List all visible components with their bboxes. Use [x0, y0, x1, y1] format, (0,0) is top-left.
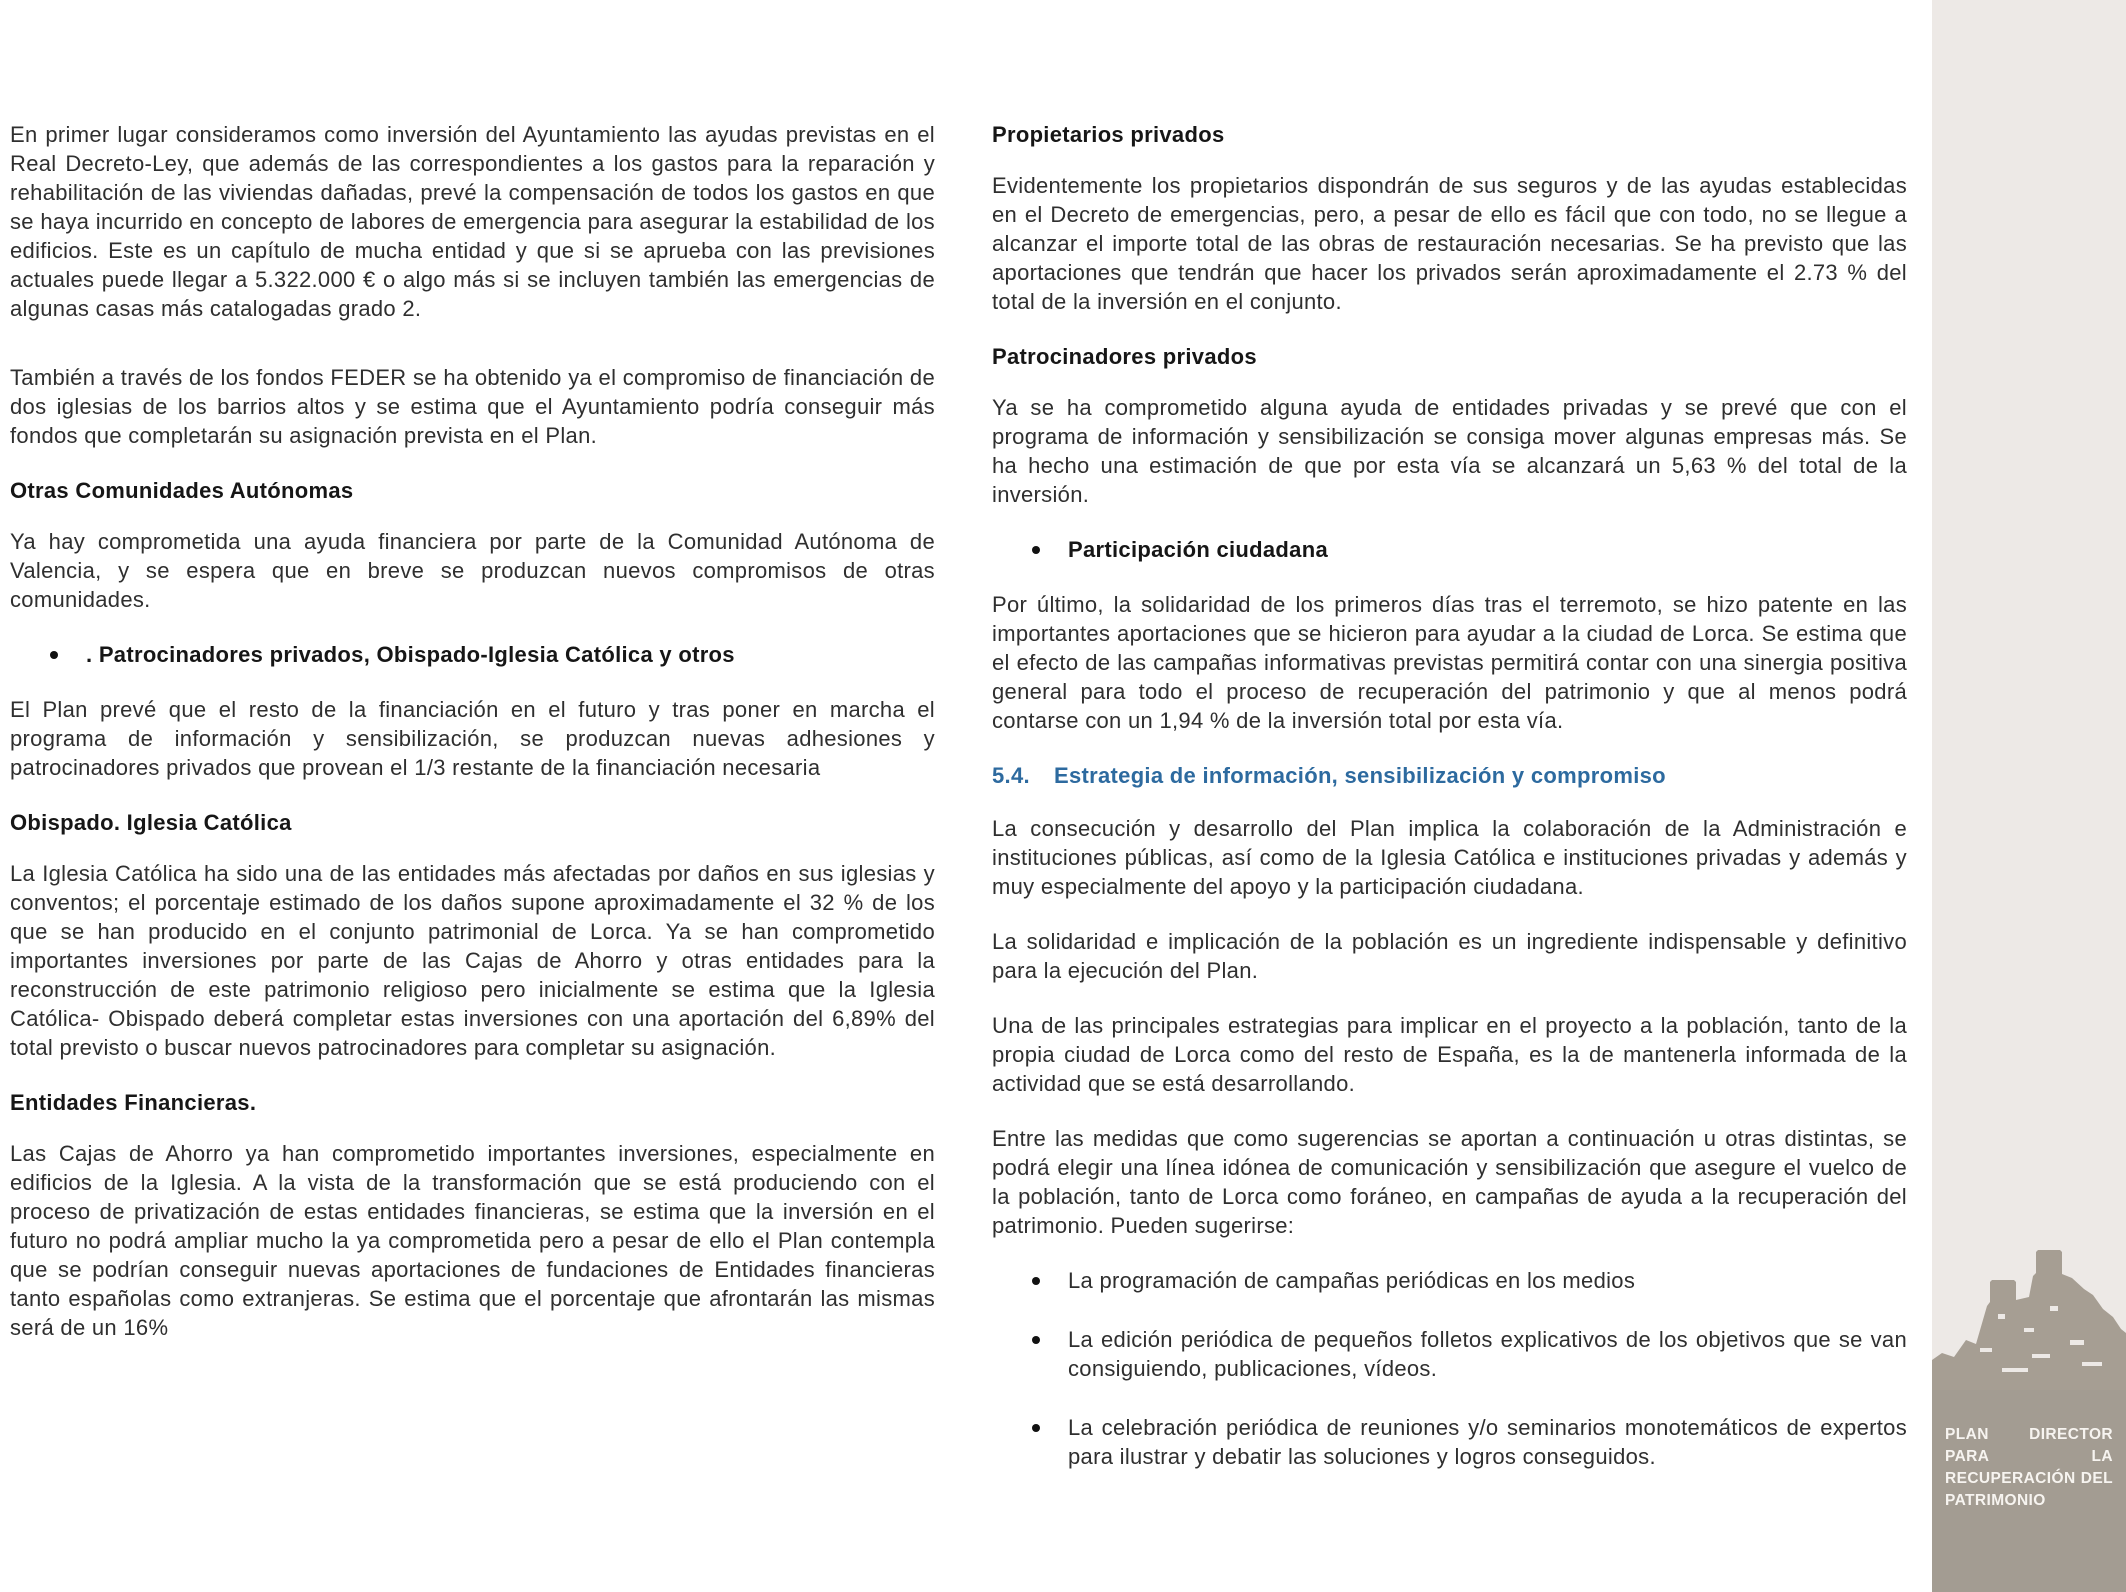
heading-propietarios-privados: Propietarios privados [992, 122, 1225, 147]
heading-estrategia-54 [992, 761, 1907, 790]
bullet-campanas-medios [992, 1266, 1907, 1295]
left-paragraph-valencia: Ya hay comprometida una ayuda financiera por parte de la Comunidad Autónoma de Valencia, y se espera que en breve se produzcan nuevos compromisos de otras comunidades. [10, 529, 935, 612]
right-paragraph-patrocinadores: Ya se ha comprometido alguna ayuda de entidades privadas y se prevé que con el programa de información y sensibilización se consiga mover algunas empresas más. Se ha hecho una estimación de que por esta vía se alcanzará un 5,63 % del total de la inversión. [992, 395, 1907, 507]
right-column [992, 120, 1907, 1501]
bullet-label: Participación ciudadana [1068, 537, 1328, 562]
heading-obispado-iglesia: Obispado. Iglesia Católica [10, 810, 292, 835]
right-paragraph-estrategias: Una de las principales estrategias para implicar en el proyecto a la población, tanto de la propia ciudad de Lorca como del resto de España, es la de mantenerla informada de la actividad que se está desarrollando. [992, 1013, 1907, 1096]
heading-entidades-financieras: Entidades Financieras. [10, 1090, 257, 1115]
lorca-castle-silhouette-icon [1932, 1236, 2126, 1392]
right-paragraph-consecucion: La consecución y desarrollo del Plan implica la colaboración de la Administración e instituciones públicas, así como de la Iglesia Católica e instituciones privadas y además y muy especialmente del apoyo y la participación ciudadana. [992, 816, 1907, 899]
right-paragraph-solidaridad: Por último, la solidaridad de los primeros días tras el terremoto, se hizo patente en las importantes aportaciones que se hicieron para ayudar a la ciudad de Lorca. Se estima que el efecto de las campañas informativas previstas permitirá contar con una sinergia positiva general para todo el proceso de recuperación del patrimonio y que al menos podrá contarse con un 1,94 % de la inversión total por esta vía. [992, 592, 1907, 733]
bullet-label: La edición periódica de pequeños folletos explicativos de los objetivos que se van consiguiendo, publicaciones, vídeos. [1068, 1327, 1907, 1381]
section-title: Estrategia de información, sensibilización y compromiso [1054, 763, 1666, 788]
sidebar [1932, 0, 2126, 1592]
bullet-dot-icon [1032, 1336, 1040, 1344]
bullet-dot-icon [1032, 1424, 1040, 1432]
left-paragraph-cajas-ahorro: Las Cajas de Ahorro ya han comprometido importantes inversiones, especialmente en edificios de la Iglesia. A la vista de la transformación que se está produciendo con el proceso de privatización de estas entidades financieras, se estima que la inversión en el futuro no podrá ampliar mucho la ya comprometida pero a pesar de ello el Plan contempla que se podrían conseguir nuevas aportaciones de fundaciones de Entidades financieras tanto españolas como extranjeras. Se estima que el porcentaje que afrontarán las mismas será de un 16% [10, 1141, 935, 1340]
suggestions-list [992, 1266, 1907, 1471]
section-number: 5.4. [992, 763, 1030, 788]
left-paragraph-ayuntamiento: En primer lugar consideramos como inversión del Ayuntamiento las ayudas previstas en el Real Decreto-Ley, que además de las correspondientes a los gastos para la reparación y rehabilitación de las viviendas dañadas, prevé la compensación de todos los gastos en que se haya incurrido en concepto de labores de emergencia para asegurar la estabilidad de los edificios. Este es un capítulo de mucha entidad y que si se aprueba con las previsiones actuales puede llegar a 5.322.000 € o algo más si se incluyen también las emergencias de algunas casas más catalogadas grado 2. [10, 122, 935, 321]
sidebar-footer-line: PARA LA [1945, 1448, 2113, 1465]
right-paragraph-medidas: Entre las medidas que como sugerencias se aportan a continuación u otras distintas, se podrá elegir una línea idónea de comunicación y sensibilización que asegure el vuelco de la población, tanto de Lorca como foráneo, en campañas de ayuda a la recuperación del patrimonio. Pueden sugerirse: [992, 1126, 1907, 1238]
left-column [10, 120, 935, 1368]
bullet-dot-icon [50, 651, 58, 659]
left-paragraph-iglesia-catolica: La Iglesia Católica ha sido una de las entidades más afectadas por daños en sus iglesias y conventos; el porcentaje estimado de los daños supone aproximadamente el 32 % de los que se han producido en el conjunto patrimonial de Lorca. Ya se han comprometido importantes inversiones por parte de las Cajas de Ahorro y otras entidades para la reconstrucción de este patrimonio religioso pero inicialmente se estima que la Iglesia Católica- Obispado deberá completar estas inversiones con una aportación del 6,89% del total previsto o buscar nuevos patrocinadores para completar su asignación. [10, 861, 935, 1060]
bullet-celebracion-reuniones [992, 1413, 1907, 1471]
bullet-label: La celebración periódica de reuniones y/o seminarios monotemáticos de expertos para ilustrar y debatir las soluciones y logros conseguidos. [1068, 1415, 1907, 1469]
left-paragraph-feder: También a través de los fondos FEDER se ha obtenido ya el compromiso de financiación de dos iglesias de los barrios altos y se estima que el Ayuntamiento podría conseguir más fondos que completarán su asignación prevista en el Plan. [10, 365, 935, 448]
right-paragraph-implicacion: La solidaridad e implicación de la población es un ingrediente indispensable y definitivo para la ejecución del Plan. [992, 929, 1907, 983]
right-paragraph-propietarios: Evidentemente los propietarios dispondrán de sus seguros y de las ayudas establecidas en el Decreto de emergencias, pero, a pesar de ello es fácil que con todo, no se llegue a alcanzar el importe total de las obras de restauración necesarias. Se ha previsto que las aportaciones que tendrán que hacer los privados serán aproximadamente el 2.73 % del total de la inversión en el conjunto. [992, 173, 1907, 314]
left-paragraph-plan-preve: El Plan prevé que el resto de la financiación en el futuro y tras poner en marcha el programa de información y sensibilización, se produzcan nuevas adhesiones y patrocinadores privados que provean el 1/3 restante de la financiación necesaria [10, 697, 935, 780]
sidebar-footer [1932, 1390, 2126, 1592]
bullet-dot-icon [1032, 1277, 1040, 1285]
bullet-dot-icon [1032, 546, 1040, 554]
bullet-label: . Patrocinadores privados, Obispado-Iglesia Católica y otros [86, 642, 735, 667]
heading-patrocinadores-privados: Patrocinadores privados [992, 344, 1257, 369]
sidebar-footer-line: PLAN DIRECTOR [1945, 1426, 2113, 1443]
bullet-edicion-folletos [992, 1325, 1907, 1383]
sidebar-footer-line: PATRIMONIO [1945, 1492, 2046, 1509]
bullet-patrocinadores-privados [10, 640, 935, 669]
sidebar-footer-line: RECUPERACIÓN DEL [1945, 1470, 2113, 1487]
bullet-label: La programación de campañas periódicas en los medios [1068, 1268, 1636, 1293]
bullet-participacion-ciudadana [992, 535, 1907, 564]
heading-otras-comunidades: Otras Comunidades Autónomas [10, 478, 354, 503]
